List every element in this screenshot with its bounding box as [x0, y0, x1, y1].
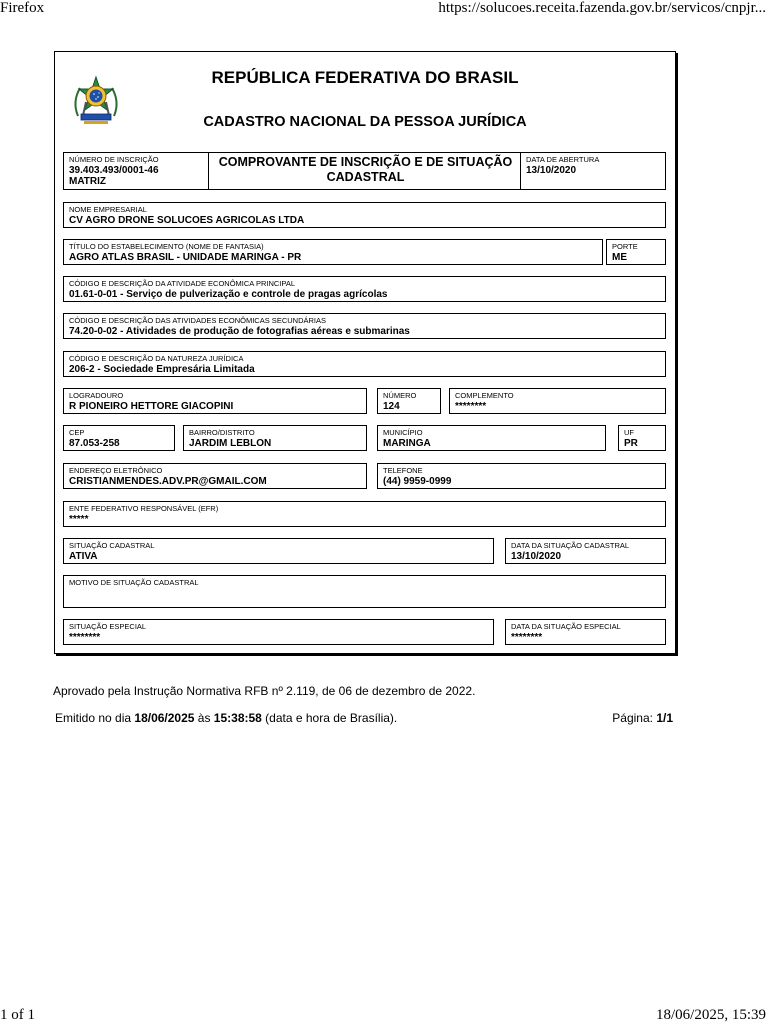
print-datetime: 18/06/2025, 15:39	[655, 1007, 766, 1023]
inscricao-label: NÚMERO DE INSCRIÇÃO	[69, 155, 159, 164]
situacao-box	[63, 538, 494, 564]
natureza-juridica-label: CÓDIGO E DESCRIÇÃO DA NATUREZA JURÍDICA	[69, 354, 244, 363]
nome-empresarial-label: NOME EMPRESARIAL	[69, 205, 147, 214]
telefone-value: (44) 9959-0999	[383, 476, 452, 487]
emitido-date: 18/06/2025	[134, 711, 195, 725]
data-situacao-especial-label: DATA DA SITUAÇÃO ESPECIAL	[511, 622, 621, 631]
atividade-principal-box	[63, 276, 666, 302]
cadastro-title: CADASTRO NACIONAL DA PESSOA JURÍDICA	[203, 114, 527, 130]
natureza-juridica-box	[63, 351, 666, 377]
complemento-box	[449, 388, 666, 414]
atividade-principal-label: CÓDIGO E DESCRIÇÃO DA ATIVIDADE ECONÔMICA PRINCIPAL	[69, 279, 296, 288]
pagina-value: 1/1	[656, 711, 673, 725]
situacao-especial-box	[63, 619, 494, 645]
logradouro-box	[63, 388, 367, 414]
emitido-text	[55, 711, 397, 725]
fantasia-box	[63, 239, 603, 265]
comprovante-title-line1: COMPROVANTE DE INSCRIÇÃO E DE SITUAÇÃO	[218, 155, 513, 169]
atividades-secundarias-label: CÓDIGO E DESCRIÇÃO DAS ATIVIDADES ECONÔMICAS SECUNDÁRIAS	[69, 316, 326, 325]
efr-box	[63, 501, 666, 527]
logradouro-label: LOGRADOURO	[69, 391, 124, 400]
data-situacao-box	[505, 538, 666, 564]
emitido-time: 15:38:58	[213, 711, 262, 725]
inscricao-box	[63, 152, 209, 190]
fantasia-label: TÍTULO DO ESTABELECIMENTO (NOME DE FANTASIA)	[69, 242, 264, 251]
email-label: ENDEREÇO ELETRÔNICO	[69, 466, 163, 475]
bairro-value: JARDIM LEBLON	[189, 438, 272, 449]
motivo-label: MOTIVO DE SITUAÇÃO CADASTRAL	[69, 578, 199, 587]
complemento-label: COMPLEMENTO	[455, 391, 514, 400]
emitido-mid: às	[194, 711, 214, 725]
uf-value: PR	[624, 438, 638, 449]
complemento-value: ********	[455, 401, 487, 412]
browser-app-name: Firefox	[0, 0, 45, 16]
motivo-box	[63, 575, 666, 608]
data-situacao-label: DATA DA SITUAÇÃO CADASTRAL	[511, 541, 630, 550]
atividades-secundarias-value: 74.20-0-02 - Atividades de produção de fotografias aéreas e submarinas	[69, 326, 410, 337]
atividade-principal-value: 01.61-0-01 - Serviço de pulverização e controle de pragas agrícolas	[69, 289, 388, 300]
cnpj-document	[54, 51, 676, 654]
bairro-box	[183, 425, 367, 451]
situacao-label: SITUAÇÃO CADASTRAL	[69, 541, 155, 550]
efr-value: *****	[69, 514, 89, 525]
numero-box	[377, 388, 441, 414]
nome-empresarial-box	[63, 202, 666, 228]
aprovado-text: Aprovado pela Instrução Normativa RFB nº 2.119, de 06 de dezembro de 2022.	[53, 684, 476, 698]
fantasia-value: AGRO ATLAS BRASIL - UNIDADE MARINGA - PR	[69, 252, 302, 263]
republic-title: REPÚBLICA FEDERATIVA DO BRASIL	[211, 68, 519, 87]
nome-empresarial-value: CV AGRO DRONE SOLUCOES AGRICOLAS LTDA	[69, 215, 305, 226]
situacao-especial-label: SITUAÇÃO ESPECIAL	[69, 622, 147, 631]
page-count: 1 of 1	[0, 1007, 35, 1023]
comprovante-title-line2: CADASTRAL	[326, 170, 405, 184]
cep-value: 87.053-258	[69, 438, 120, 449]
email-box	[63, 463, 367, 489]
atividades-secundarias-box	[63, 313, 666, 339]
emitido-suffix: (data e hora de Brasília).	[261, 711, 398, 725]
situacao-especial-value: ********	[69, 632, 101, 643]
matriz-value: MATRIZ	[69, 176, 107, 187]
pagina-label: Página:	[612, 711, 657, 725]
page-url[interactable]: https://solucoes.receita.fazenda.gov.br/servicos/cnpjr...	[438, 0, 766, 16]
comprovante-box	[208, 152, 521, 190]
uf-box	[618, 425, 666, 451]
municipio-value: MARINGA	[383, 438, 431, 449]
data-situacao-especial-value: ********	[511, 632, 543, 643]
cep-label: CEP	[69, 428, 85, 437]
cep-box	[63, 425, 175, 451]
uf-label: UF	[624, 428, 634, 437]
abertura-label: DATA DE ABERTURA	[526, 155, 600, 164]
data-situacao-value: 13/10/2020	[511, 551, 562, 562]
email-value: CRISTIANMENDES.ADV.PR@GMAIL.COM	[69, 476, 267, 487]
porte-value: ME	[612, 252, 627, 263]
numero-label: NÚMERO	[383, 391, 417, 400]
situacao-value: ATIVA	[69, 551, 98, 562]
pagina-text	[612, 711, 673, 725]
numero-value: 124	[383, 401, 400, 412]
municipio-label: MUNICÍPIO	[383, 428, 423, 437]
natureza-juridica-value: 206-2 - Sociedade Empresária Limitada	[69, 364, 255, 375]
efr-label: ENTE FEDERATIVO RESPONSÁVEL (EFR)	[69, 504, 219, 513]
data-situacao-especial-box	[505, 619, 666, 645]
municipio-box	[377, 425, 606, 451]
abertura-value: 13/10/2020	[526, 165, 577, 176]
logradouro-value: R PIONEIRO HETTORE GIACOPINI	[69, 401, 234, 412]
telefone-box	[377, 463, 666, 489]
emitido-prefix: Emitido no dia	[55, 711, 135, 725]
cnpj-value: 39.403.493/0001-46	[69, 165, 159, 176]
bairro-label: BAIRRO/DISTRITO	[189, 428, 255, 437]
telefone-label: TELEFONE	[383, 466, 423, 475]
abertura-box	[520, 152, 666, 190]
porte-label: PORTE	[612, 242, 638, 251]
porte-box	[606, 239, 666, 265]
